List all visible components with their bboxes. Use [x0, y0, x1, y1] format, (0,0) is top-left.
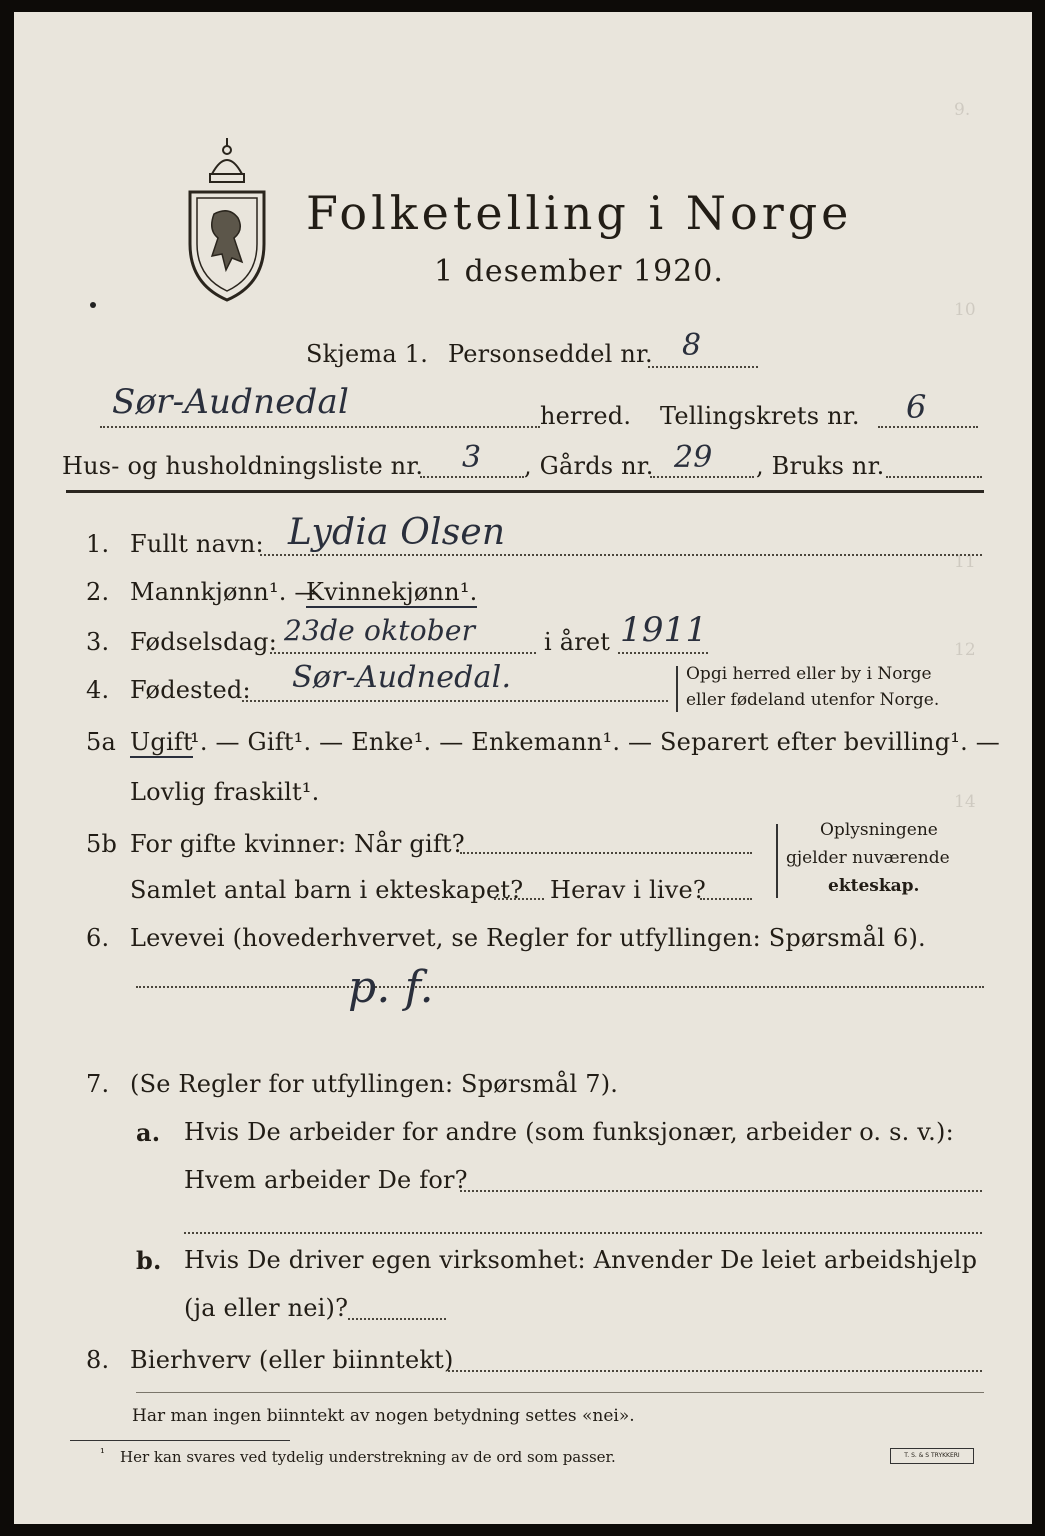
birthplace-value: Sør-Audnedal.	[292, 660, 512, 695]
birth-year-value: 1911	[620, 610, 708, 650]
q7b-letter: b.	[136, 1246, 162, 1275]
q5a-options: ¹. — Gift¹. — Enke¹. — Enkemann¹. — Separert efter bevilling¹. —	[190, 728, 1000, 756]
hus-label: Hus- og husholdningsliste nr.	[62, 452, 424, 480]
tellingskrets-field	[878, 426, 978, 428]
personseddel-value: 8	[682, 328, 702, 363]
q4-number: 4.	[86, 676, 110, 704]
q5a-number: 5a	[86, 728, 116, 756]
q7b-line2: (ja eller nei)?	[184, 1294, 349, 1322]
q2-female-option-underlined: Kvinnekjønn¹.	[306, 578, 478, 606]
footer-note: Har man ingen biinntekt av nogen betydning settes «nei».	[132, 1406, 635, 1426]
children-count-field	[494, 898, 544, 900]
side-income-field	[448, 1370, 982, 1372]
printer-stamp: T. S. & S TRYKKERI	[890, 1448, 974, 1464]
q5b-live-label: Herav i live?	[550, 876, 706, 904]
q8-label: Bierhverv (eller biinntekt)	[130, 1346, 454, 1374]
personseddel-field	[648, 366, 758, 368]
q7-number: 7.	[86, 1070, 110, 1098]
q5a-line2: Lovlig fraskilt¹.	[130, 778, 320, 806]
gards-field	[650, 476, 754, 478]
occupation-value: p. f.	[348, 962, 434, 1013]
footnote-text: Her kan svares ved tydelig understrekning av de ord som passer.	[120, 1448, 616, 1466]
bleed-through-text: 14	[954, 792, 976, 812]
census-date: 1 desember 1920.	[434, 254, 724, 289]
q7b-line1: Hvis De driver egen virksomhet: Anvender De leiet arbeidshjelp	[184, 1246, 978, 1274]
q5a-ugift-underlined: Ugift	[130, 728, 193, 756]
bleed-through-text: 10	[954, 300, 976, 320]
q5b-note-line3: ekteskap.	[828, 876, 920, 896]
married-date-field	[460, 852, 752, 854]
q4-note-brace	[676, 666, 678, 712]
q4-note-line2: eller fødeland utenfor Norge.	[686, 690, 940, 710]
hired-help-field	[348, 1318, 446, 1320]
gards-value: 29	[674, 440, 713, 475]
bruks-field	[886, 476, 982, 478]
norway-coat-of-arms-icon	[184, 134, 270, 304]
herred-label: herred.	[540, 402, 632, 430]
skjema-label: Skjema 1.	[306, 340, 429, 368]
q7a-line1: Hvis De arbeider for andre (som funksjonær, arbeider o. s. v.):	[184, 1118, 954, 1146]
full-name-value: Lydia Olsen	[288, 512, 506, 553]
birth-year-field	[618, 652, 708, 654]
herred-value: Sør-Audnedal	[112, 382, 350, 422]
q5b-line2: Samlet antal barn i ekteskapet?	[130, 876, 524, 904]
birthday-field	[270, 652, 536, 654]
q7a-letter: a.	[136, 1118, 161, 1147]
q1-number: 1.	[86, 530, 110, 558]
footer-rule	[136, 1392, 984, 1393]
tellingskrets-value: 6	[906, 388, 927, 426]
q5b-note-line2: gjelder nuværende	[786, 848, 950, 868]
hus-field	[420, 476, 524, 478]
gards-label: , Gårds nr.	[524, 452, 654, 480]
bleed-through-text: 11	[954, 552, 976, 572]
page-title: Folketelling i Norge	[306, 186, 853, 240]
q8-number: 8.	[86, 1346, 110, 1374]
bleed-through-text: 9.	[954, 100, 971, 120]
footnote-marker: ¹	[100, 1446, 105, 1460]
employer-field	[460, 1190, 982, 1192]
birthday-value: 23de oktober	[284, 614, 476, 647]
full-name-field	[260, 554, 982, 556]
q3-year-label: i året	[544, 628, 611, 656]
q7a-line2: Hvem arbeider De for?	[184, 1166, 468, 1194]
q5b-note-line1: Oplysningene	[820, 820, 938, 840]
q7-label: (Se Regler for utfyllingen: Spørsmål 7).	[130, 1070, 619, 1098]
tellingskrets-label: Tellingskrets nr.	[660, 402, 860, 430]
birthplace-field	[242, 700, 668, 702]
occupation-field	[136, 986, 984, 988]
q3-label: Fødselsdag:	[130, 628, 277, 656]
header-divider	[66, 490, 984, 493]
hus-value: 3	[462, 440, 482, 475]
q2-male-option: Mannkjønn¹. —	[130, 578, 319, 606]
q2-number: 2.	[86, 578, 110, 606]
census-form-page	[14, 12, 1032, 1524]
bruks-label: , Bruks nr.	[756, 452, 885, 480]
q5b-line1: For gifte kvinner: Når gift?	[130, 830, 465, 858]
q5b-note-brace	[776, 824, 778, 898]
employer-field-line2	[184, 1232, 982, 1234]
q4-note-line1: Opgi herred eller by i Norge	[686, 664, 932, 684]
q6-number: 6.	[86, 924, 110, 952]
personseddel-label: Personseddel nr.	[448, 340, 653, 368]
q6-label: Levevei (hovederhvervet, se Regler for utfyllingen: Spørsmål 6).	[130, 924, 926, 952]
q5b-number: 5b	[86, 830, 118, 858]
q4-label: Fødested:	[130, 676, 251, 704]
margin-dot	[90, 302, 96, 308]
children-alive-field	[700, 898, 752, 900]
herred-field	[100, 426, 540, 428]
bleed-through-text: 12	[954, 640, 976, 660]
footnote-rule	[70, 1440, 290, 1441]
q3-number: 3.	[86, 628, 110, 656]
q1-label: Fullt navn:	[130, 530, 264, 558]
